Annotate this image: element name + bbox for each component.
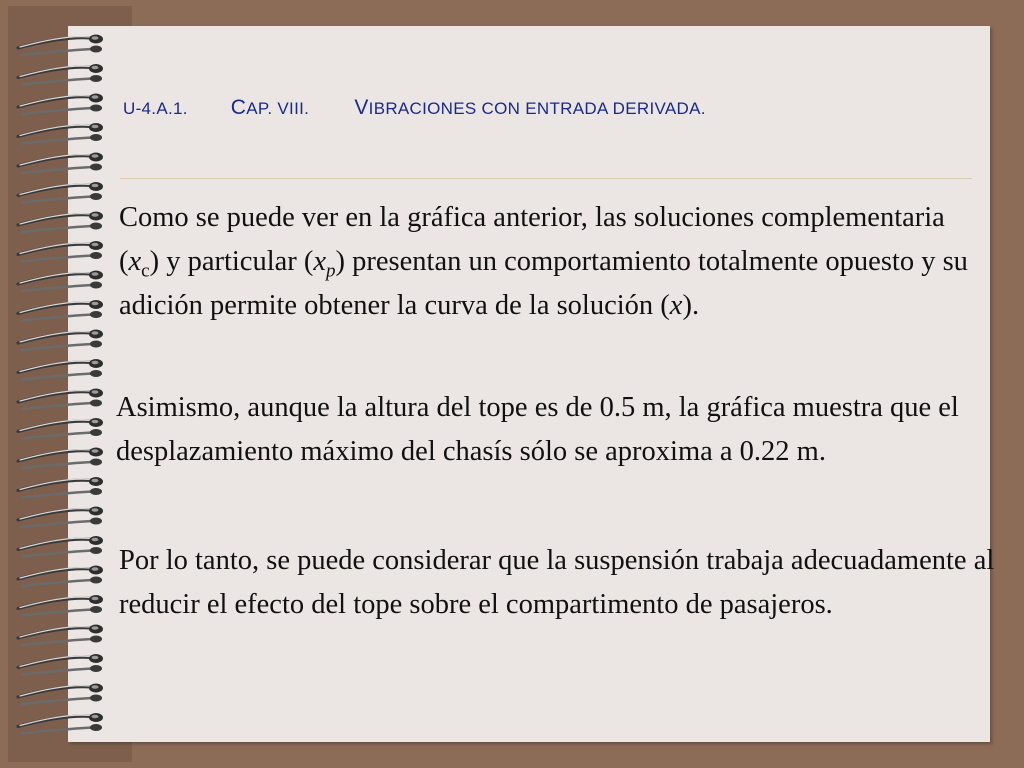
notebook-page xyxy=(68,26,990,742)
section-code: U-4.A.1. xyxy=(123,99,188,118)
header-divider xyxy=(120,178,972,179)
paragraph-displacement: Asimismo, aunque la altura del tope es de 0.5 m, la gráfica muestra que el desplazamiento máximo del chasís sólo se aproxima a 0.22 m. xyxy=(116,392,959,467)
slide-header xyxy=(123,96,706,120)
chapter-label: CAP. VIII. xyxy=(230,96,310,119)
paragraph-solutions: Como se puede ver en la gráfica anterior, las soluciones complementaria $(x_c)$ y particular $(x_p)$ presentan un comportamiento totalmente opuesto y su adición permite obtener la curva de la solución (x). xyxy=(119,202,968,321)
spiral-binding-icon xyxy=(0,0,130,768)
slide-title: VIBRACIONES CON ENTRADA DERIVADA. xyxy=(354,96,706,119)
paragraph-conclusion: Por lo tanto, se puede considerar que la suspensión trabaja adecuadamente al reducir el efecto del tope sobre el compartimento de pasajeros. xyxy=(119,545,995,620)
